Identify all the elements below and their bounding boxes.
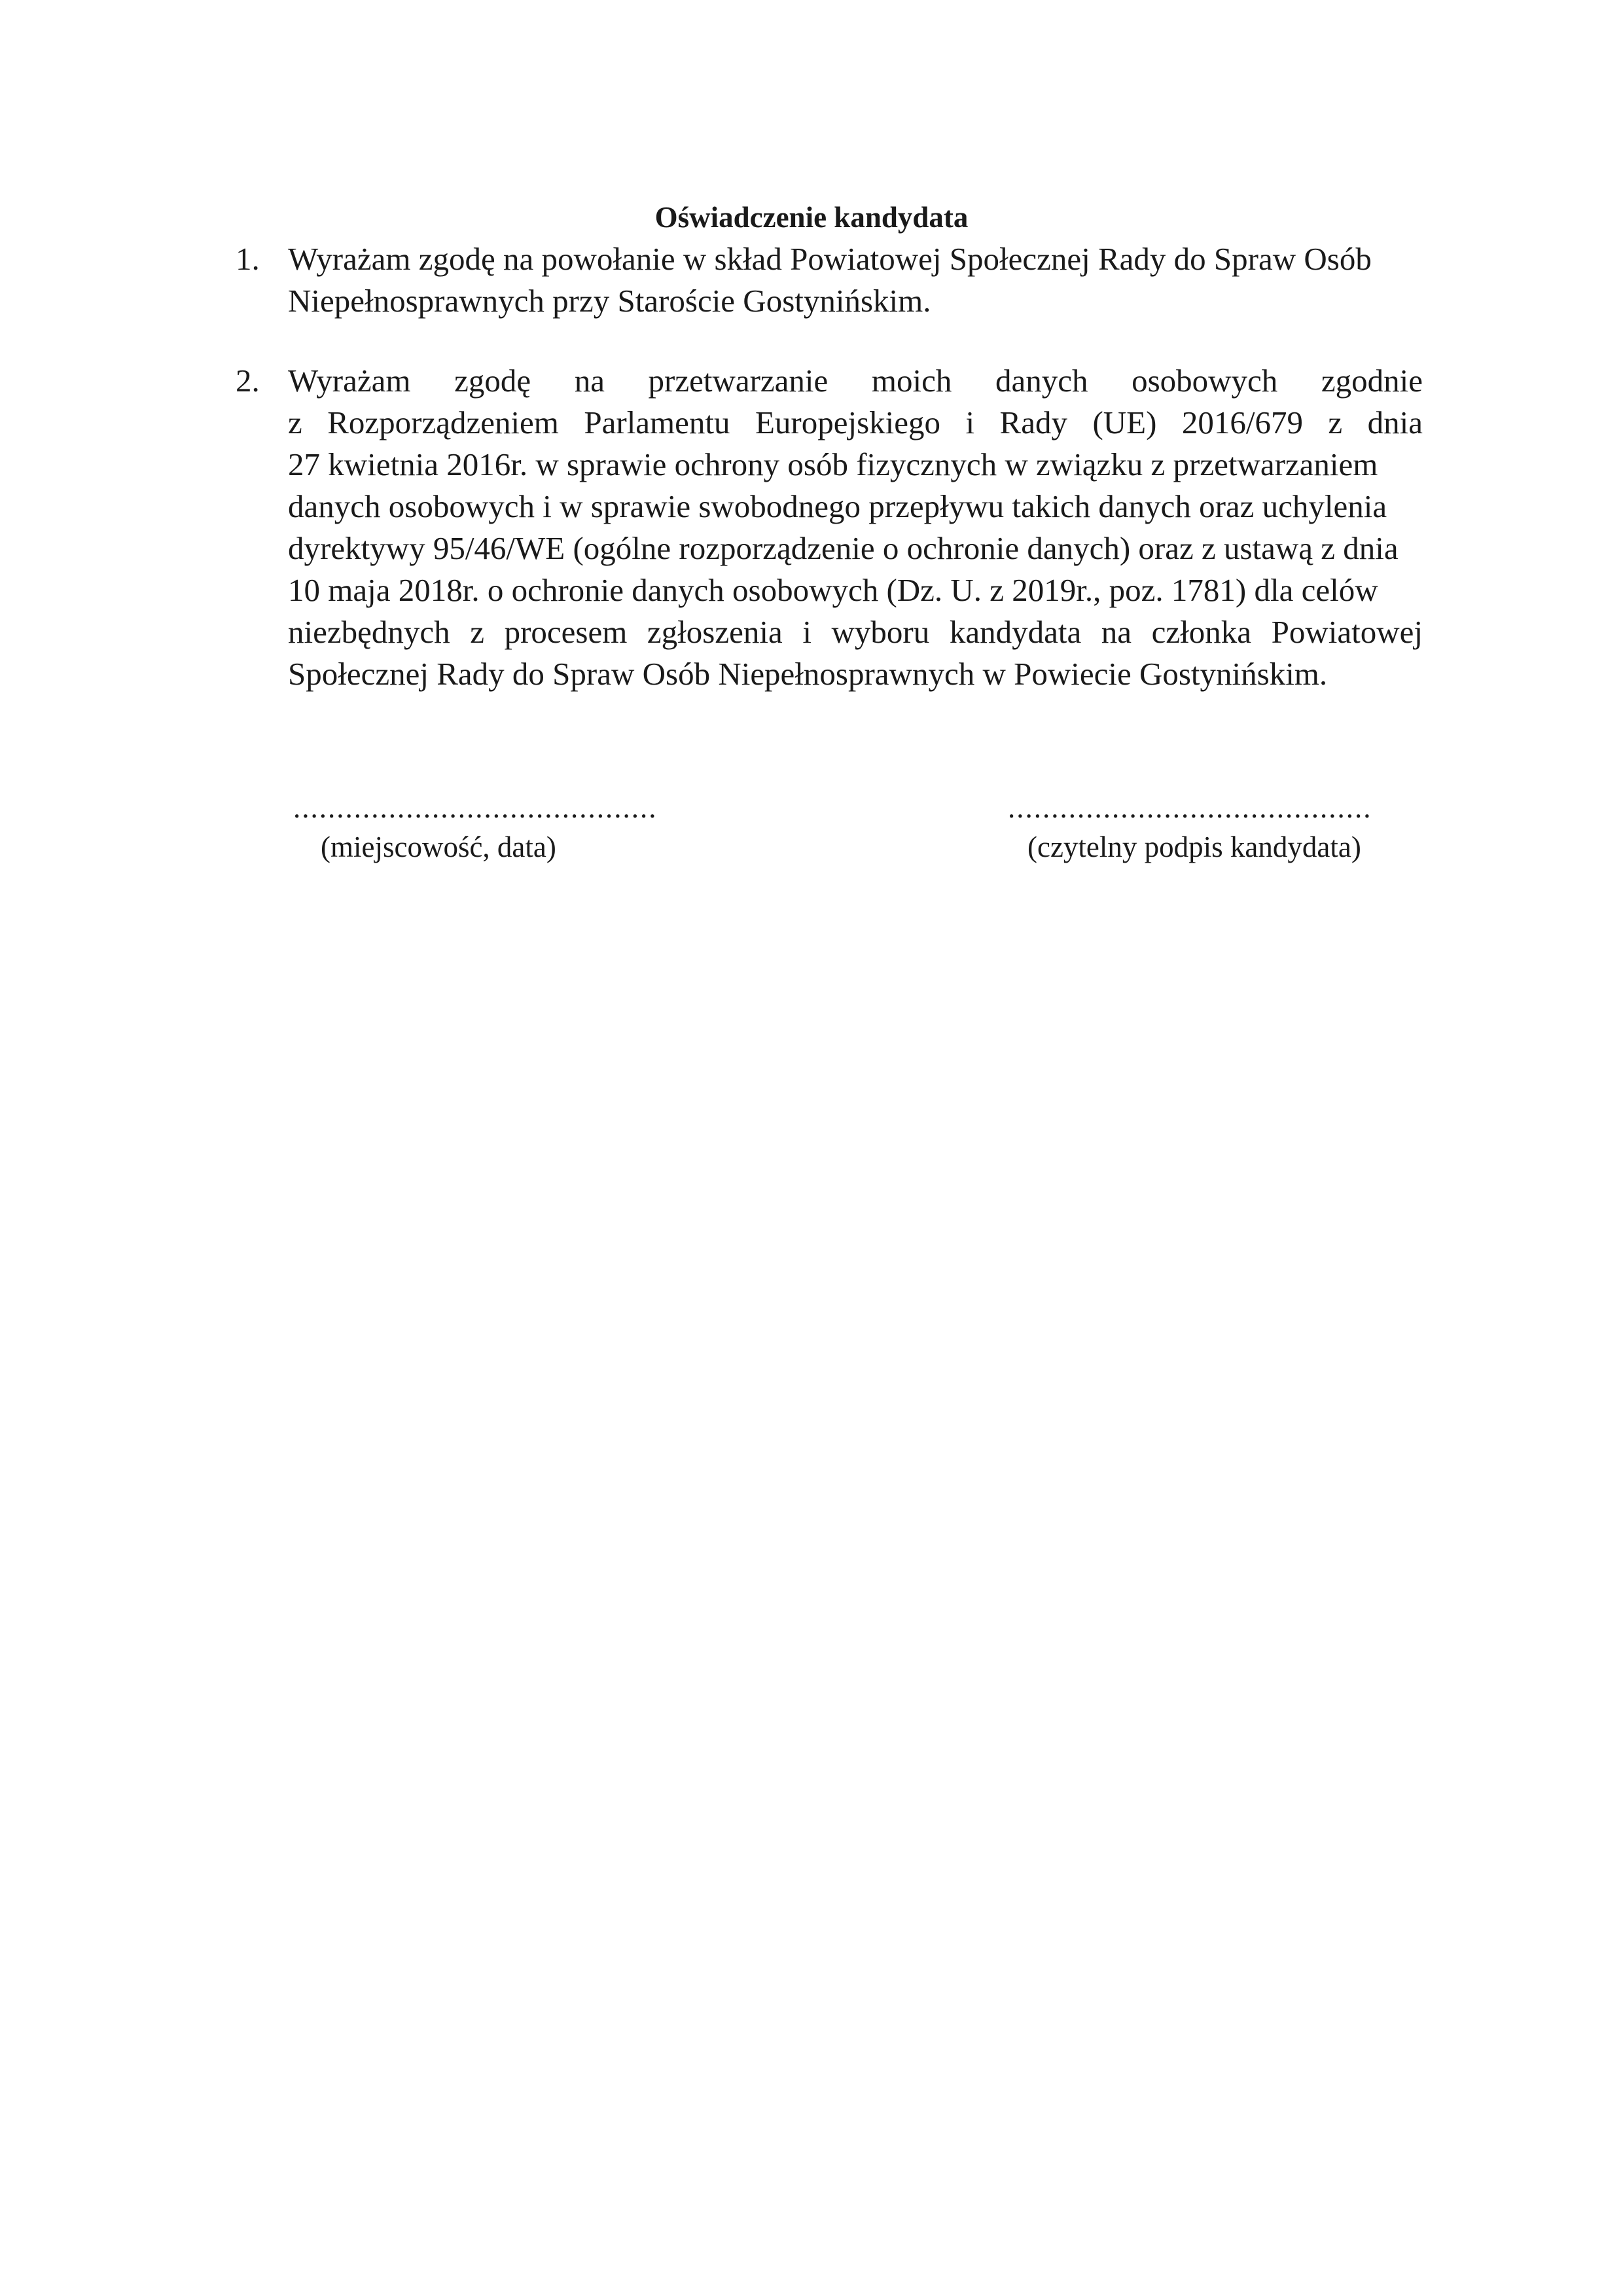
item-body <box>288 360 1423 695</box>
document-title: Oświadczenie kandydata <box>654 201 969 234</box>
item-line: 27 kwietnia 2016r. w sprawie ochrony osób fizycznych w związku z przetwarzaniem <box>288 446 1378 482</box>
place-date-label: (miejscowość, data) <box>321 831 556 863</box>
place-date-dotted-line: .......................................... <box>293 791 658 824</box>
place-date-signature-field <box>293 788 699 867</box>
item-number: 2. <box>236 363 260 399</box>
item-line: Wyrażam zgodę na powołanie w skład Powiatowej Społecznej Rady do Spraw Osób <box>288 241 1372 277</box>
statement-item-2 <box>236 360 1423 695</box>
candidate-signature-label: (czytelny podpis kandydata) <box>1027 831 1361 863</box>
item-line: 10 maja 2018r. o ochronie danych osobowych (Dz. U. z 2019r., poz. 1781) dla celów <box>288 572 1378 608</box>
item-line: danych osobowych i w sprawie swobodnego przepływu takich danych oraz uchylenia <box>288 488 1387 524</box>
item-line: Społecznej Rady do Spraw Osób Niepełnosprawnych w Powiecie Gostynińskim. <box>288 656 1328 692</box>
item-line: niezbędnych z procesem zgłoszenia i wyboru kandydata na członka Powiatowej <box>288 614 1423 650</box>
item-body <box>288 238 1423 322</box>
candidate-signature-field <box>1008 788 1414 867</box>
item-number: 1. <box>236 241 260 277</box>
item-line: z Rozporządzeniem Parlamentu Europejskiego i Rady (UE) 2016/679 z dnia <box>288 404 1423 440</box>
item-line: dyrektywy 95/46/WE (ogólne rozporządzenie o ochronie danych) oraz z ustawą z dnia <box>288 530 1399 566</box>
item-line: Wyrażam zgodę na przetwarzanie moich danych osobowych zgodnie <box>288 363 1423 399</box>
statement-item-1 <box>236 238 1423 322</box>
candidate-signature-dotted-line: .......................................... <box>1008 791 1372 824</box>
item-line: Niepełnosprawnych przy Staroście Gostynińskim. <box>288 283 931 319</box>
